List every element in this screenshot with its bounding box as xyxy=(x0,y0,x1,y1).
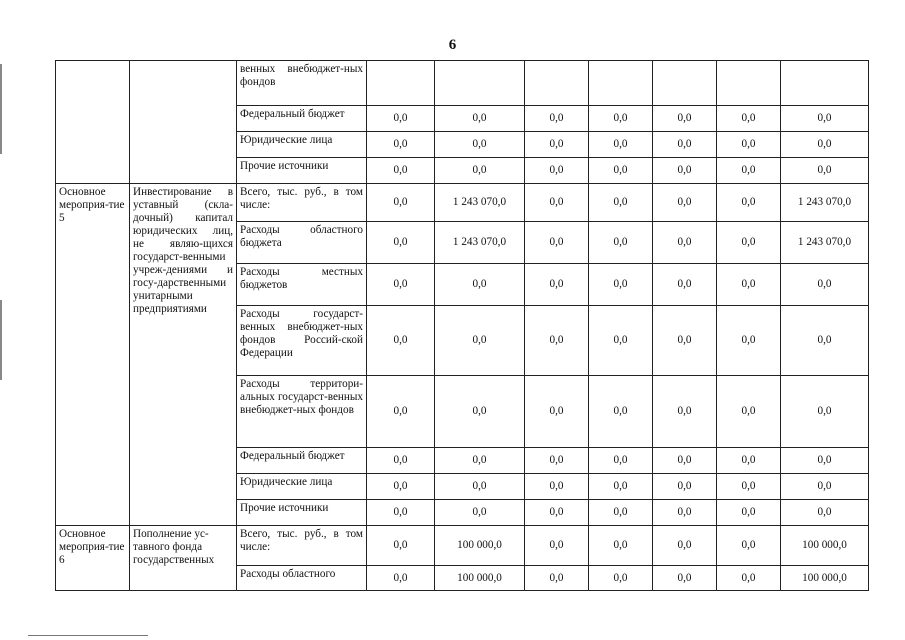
value-cell: 0,0 xyxy=(717,184,781,222)
value-cell: 0,0 xyxy=(781,158,869,184)
value-cell: 0,0 xyxy=(435,132,525,158)
value-cell xyxy=(781,61,869,106)
value-cell: 0,0 xyxy=(781,500,869,526)
value-cell: 0,0 xyxy=(367,566,435,591)
value-cell: 0,0 xyxy=(653,264,717,306)
value-cell: 0,0 xyxy=(717,106,781,132)
value-cell: 0,0 xyxy=(525,132,589,158)
value-cell: 0,0 xyxy=(525,306,589,376)
value-cell: 0,0 xyxy=(589,106,653,132)
value-cell: 0,0 xyxy=(717,448,781,474)
value-cell xyxy=(653,61,717,106)
value-cell: 0,0 xyxy=(717,566,781,591)
value-cell: 0,0 xyxy=(367,306,435,376)
value-cell: 0,0 xyxy=(525,106,589,132)
value-cell: 0,0 xyxy=(653,158,717,184)
value-cell xyxy=(589,61,653,106)
value-cell: 1 243 070,0 xyxy=(435,184,525,222)
value-cell: 0,0 xyxy=(525,448,589,474)
value-cell: 0,0 xyxy=(653,376,717,448)
value-cell: 0,0 xyxy=(653,500,717,526)
activity-5-description: Инвестирование в уставный (скла-дочный) капитал юридических лиц, не являю-щихся государст-венными учреж-дениями и госу-дарственными унитарными предприятиями xyxy=(130,184,237,526)
value-cell: 0,0 xyxy=(435,158,525,184)
value-cell: 0,0 xyxy=(589,376,653,448)
funding-source-cell: Федеральный бюджет xyxy=(237,448,367,474)
value-cell: 0,0 xyxy=(781,474,869,500)
value-cell: 0,0 xyxy=(781,106,869,132)
value-cell: 0,0 xyxy=(717,132,781,158)
value-cell: 0,0 xyxy=(525,184,589,222)
value-cell xyxy=(367,61,435,106)
value-cell: 0,0 xyxy=(367,376,435,448)
value-cell: 100 000,0 xyxy=(781,526,869,566)
value-cell: 0,0 xyxy=(653,526,717,566)
value-cell: 0,0 xyxy=(367,264,435,306)
description-cell-continued xyxy=(130,61,237,184)
activity-5-label: Основное мероприя-тие 5 xyxy=(56,184,130,526)
value-cell: 0,0 xyxy=(525,566,589,591)
value-cell: 0,0 xyxy=(367,184,435,222)
activity-cell-continued xyxy=(56,61,130,184)
table-row xyxy=(56,526,869,566)
value-cell: 0,0 xyxy=(525,474,589,500)
value-cell: 0,0 xyxy=(525,526,589,566)
value-cell: 0,0 xyxy=(367,526,435,566)
value-cell: 0,0 xyxy=(781,306,869,376)
value-cell: 0,0 xyxy=(435,474,525,500)
funding-source-cell: Прочие источники xyxy=(237,500,367,526)
value-cell: 0,0 xyxy=(717,264,781,306)
table-row xyxy=(56,184,869,222)
funding-source-cell: Всего, тыс. руб., в том числе: xyxy=(237,184,367,222)
value-cell: 1 243 070,0 xyxy=(781,184,869,222)
value-cell: 0,0 xyxy=(525,500,589,526)
value-cell: 0,0 xyxy=(589,500,653,526)
value-cell: 0,0 xyxy=(435,306,525,376)
value-cell: 0,0 xyxy=(653,448,717,474)
value-cell: 0,0 xyxy=(589,306,653,376)
value-cell xyxy=(435,61,525,106)
value-cell: 0,0 xyxy=(525,376,589,448)
value-cell: 0,0 xyxy=(653,132,717,158)
value-cell: 0,0 xyxy=(435,264,525,306)
value-cell: 0,0 xyxy=(781,132,869,158)
value-cell: 0,0 xyxy=(653,222,717,264)
value-cell: 0,0 xyxy=(525,264,589,306)
value-cell: 0,0 xyxy=(653,474,717,500)
funding-source-cell: венных внебюджет-ных фондов xyxy=(237,61,367,106)
funding-source-cell: Расходы областного бюджета xyxy=(237,222,367,264)
value-cell: 0,0 xyxy=(589,184,653,222)
value-cell: 0,0 xyxy=(781,448,869,474)
scan-edge-mark xyxy=(0,300,2,380)
table-body xyxy=(56,61,869,591)
value-cell: 0,0 xyxy=(589,222,653,264)
value-cell: 0,0 xyxy=(717,500,781,526)
value-cell: 0,0 xyxy=(525,222,589,264)
value-cell: 0,0 xyxy=(435,448,525,474)
value-cell: 0,0 xyxy=(589,132,653,158)
value-cell: 0,0 xyxy=(525,158,589,184)
value-cell: 0,0 xyxy=(589,264,653,306)
value-cell: 0,0 xyxy=(781,376,869,448)
value-cell: 0,0 xyxy=(367,106,435,132)
budget-table xyxy=(55,60,869,591)
scan-edge-mark xyxy=(0,64,2,154)
value-cell: 0,0 xyxy=(653,566,717,591)
value-cell: 0,0 xyxy=(589,566,653,591)
funding-source-cell: Прочие источники xyxy=(237,158,367,184)
funding-source-cell: Расходы местных бюджетов xyxy=(237,264,367,306)
value-cell: 0,0 xyxy=(589,526,653,566)
value-cell: 0,0 xyxy=(367,448,435,474)
footnote-rule xyxy=(28,635,148,636)
value-cell: 0,0 xyxy=(367,500,435,526)
table-row xyxy=(56,61,869,106)
value-cell: 0,0 xyxy=(717,158,781,184)
value-cell: 0,0 xyxy=(781,264,869,306)
value-cell: 0,0 xyxy=(717,526,781,566)
value-cell: 0,0 xyxy=(653,184,717,222)
value-cell xyxy=(717,61,781,106)
value-cell: 0,0 xyxy=(717,222,781,264)
value-cell: 0,0 xyxy=(435,500,525,526)
value-cell: 0,0 xyxy=(435,376,525,448)
value-cell xyxy=(525,61,589,106)
value-cell: 1 243 070,0 xyxy=(435,222,525,264)
funding-source-cell: Федеральный бюджет xyxy=(237,106,367,132)
value-cell: 0,0 xyxy=(717,306,781,376)
value-cell: 100 000,0 xyxy=(781,566,869,591)
value-cell: 100 000,0 xyxy=(435,526,525,566)
value-cell: 0,0 xyxy=(653,106,717,132)
value-cell: 1 243 070,0 xyxy=(781,222,869,264)
value-cell: 0,0 xyxy=(367,222,435,264)
page-number: 6 xyxy=(448,37,457,53)
funding-source-cell: Расходы областного xyxy=(237,566,367,591)
value-cell: 0,0 xyxy=(367,132,435,158)
funding-source-cell: Всего, тыс. руб., в том числе: xyxy=(237,526,367,566)
activity-6-description: Пополнение ус-тавного фонда государственных xyxy=(130,526,237,591)
value-cell: 0,0 xyxy=(653,306,717,376)
funding-source-cell: Юридические лица xyxy=(237,132,367,158)
value-cell: 0,0 xyxy=(435,106,525,132)
value-cell: 100 000,0 xyxy=(435,566,525,591)
funding-source-cell: Расходы государст-венных внебюджет-ных фондов Россий-ской Федерации xyxy=(237,306,367,376)
value-cell: 0,0 xyxy=(717,376,781,448)
value-cell: 0,0 xyxy=(367,474,435,500)
value-cell: 0,0 xyxy=(589,474,653,500)
funding-source-cell: Расходы территори-альных государст-венных внебюджет-ных фондов xyxy=(237,376,367,448)
value-cell: 0,0 xyxy=(589,158,653,184)
value-cell: 0,0 xyxy=(367,158,435,184)
funding-source-cell: Юридические лица xyxy=(237,474,367,500)
value-cell: 0,0 xyxy=(717,474,781,500)
value-cell: 0,0 xyxy=(589,448,653,474)
activity-6-label: Основное мероприя-тие 6 xyxy=(56,526,130,591)
